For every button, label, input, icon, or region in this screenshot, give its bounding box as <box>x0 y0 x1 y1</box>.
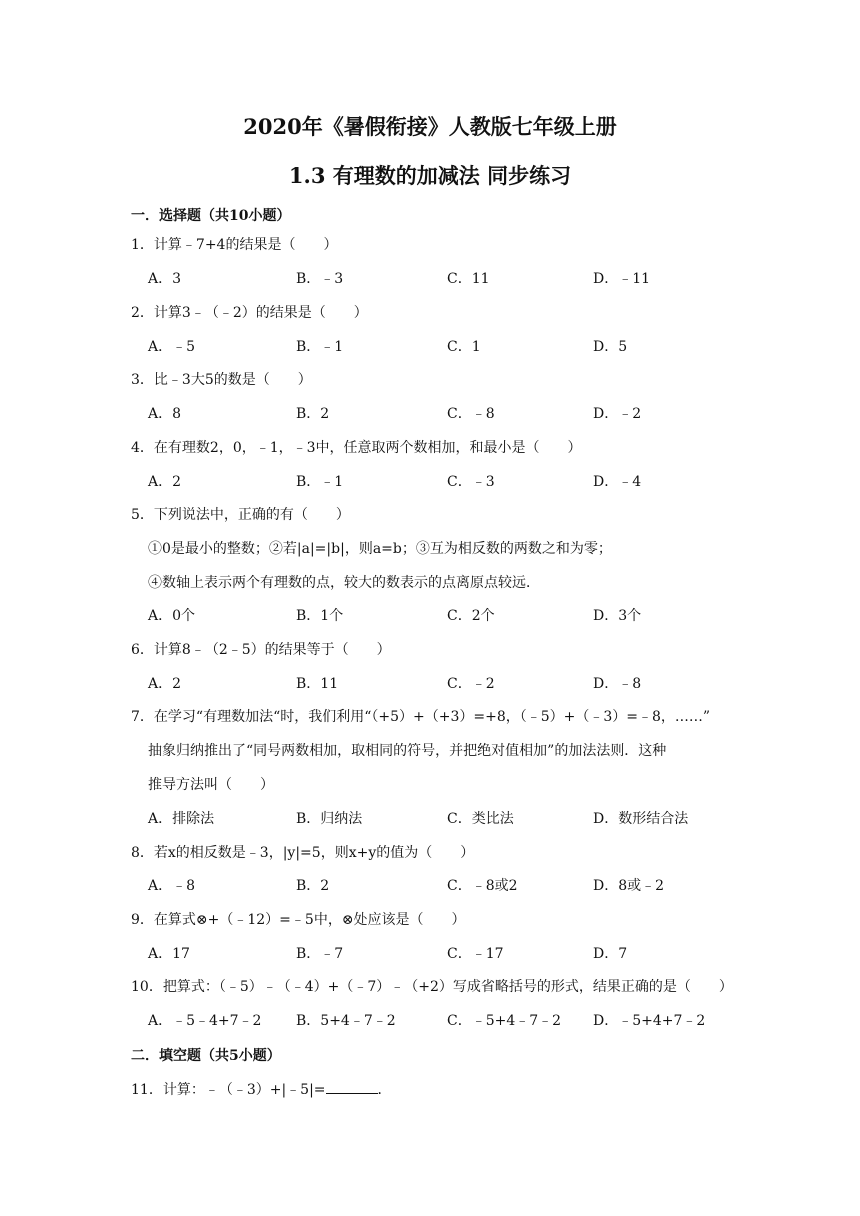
question-stem: 5．下列说法中，正确的有（ ） <box>131 507 350 523</box>
option-c: C．类比法 <box>447 811 514 827</box>
option-a: A．2 <box>148 676 182 692</box>
option-b: B．11 <box>296 676 339 692</box>
option-d: D．8或﹣2 <box>593 878 665 894</box>
option-c: C．﹣8或2 <box>447 878 518 894</box>
option-a: A．2 <box>148 474 182 490</box>
option-c: C．﹣3 <box>447 474 495 490</box>
option-c: C．11 <box>447 271 490 287</box>
option-a: A．﹣5﹣4+7﹣2 <box>148 1013 262 1029</box>
option-d: D．﹣4 <box>593 474 642 490</box>
option-d: D．3个 <box>593 608 642 624</box>
option-b: B．2 <box>296 878 330 894</box>
page-title: 2020年《暑假衔接》人教版七年级上册 <box>243 114 617 139</box>
fill-question-end: ． <box>377 1082 392 1098</box>
question-stem: 3．比﹣3大5的数是（ ） <box>131 372 312 388</box>
option-b: B．﹣1 <box>296 339 344 355</box>
option-c: C．﹣8 <box>447 406 495 422</box>
option-d: D．﹣8 <box>593 676 642 692</box>
option-d: D．7 <box>593 946 628 962</box>
option-d: D．﹣11 <box>593 271 651 287</box>
question-continuation: 抽象归纳推出了“同号两数相加，取相同的符号，并把绝对值相加”的加法法则．这种 <box>148 743 667 759</box>
option-b: B．归纳法 <box>296 811 363 827</box>
option-c: C．2个 <box>447 608 495 624</box>
option-d: D．﹣2 <box>593 406 642 422</box>
question-statement: ①0是最小的整数；②若|a|=|b|，则a=b；③互为相反数的两数之和为零； <box>148 541 612 557</box>
question-stem: 8．若x的相反数是﹣3，|y|=5，则x+y的值为（ ） <box>131 845 475 861</box>
option-c: C．1 <box>447 339 481 355</box>
option-b: B．﹣3 <box>296 271 344 287</box>
option-a: A．﹣5 <box>148 339 196 355</box>
option-b: B．﹣1 <box>296 474 344 490</box>
section-heading-choice: 一．选择题（共10小题） <box>131 208 291 224</box>
option-a: A．0个 <box>148 608 196 624</box>
option-d: D．﹣5+4+7﹣2 <box>593 1013 706 1029</box>
option-a: A．﹣8 <box>148 878 196 894</box>
option-a: A．排除法 <box>148 811 215 827</box>
answer-blank <box>326 1079 378 1094</box>
option-c: C．﹣17 <box>447 946 504 962</box>
question-continuation: 推导方法叫（ ） <box>148 777 274 793</box>
option-c: C．﹣5+4﹣7﹣2 <box>447 1013 562 1029</box>
question-stem: 6．计算8﹣（2﹣5）的结果等于（ ） <box>131 642 391 658</box>
option-b: B．﹣7 <box>296 946 344 962</box>
option-b: B．2 <box>296 406 330 422</box>
question-stem: 7．在学习“有理数加法“时，我们利用“（+5）+（+3）=+8，（﹣5）+（﹣3）=﹣8，……” <box>131 709 711 725</box>
question-stem: 10．把算式：（﹣5）﹣（﹣4）+（﹣7）﹣（+2）写成省略括号的形式，结果正确的是（ ） <box>131 979 733 995</box>
option-a: A．3 <box>148 271 182 287</box>
section-heading-fill: 二．填空题（共5小题） <box>131 1048 281 1064</box>
fill-question-stem: 11．计算：﹣（﹣3）+|﹣5|= <box>131 1082 326 1098</box>
question-stem: 1．计算﹣7+4的结果是（ ） <box>131 237 338 253</box>
question-stem: 4．在有理数2，0，﹣1，﹣3中，任意取两个数相加，和最小是（ ） <box>131 440 582 456</box>
option-c: C．﹣2 <box>447 676 495 692</box>
option-a: A．8 <box>148 406 182 422</box>
option-b: B．5+4﹣7﹣2 <box>296 1013 396 1029</box>
option-d: D．数形结合法 <box>593 811 689 827</box>
option-a: A．17 <box>148 946 190 962</box>
question-statement: ④数轴上表示两个有理数的点，较大的数表示的点离原点较远． <box>148 575 540 591</box>
page-subtitle: 1.3 有理数的加减法 同步练习 <box>288 163 572 188</box>
question-stem: 9．在算式⊗+（﹣12）=﹣5中，⊗处应该是（ ） <box>131 912 466 928</box>
question-stem: 2．计算3﹣（﹣2）的结果是（ ） <box>131 305 368 321</box>
option-d: D．5 <box>593 339 628 355</box>
fill-question <box>131 1079 392 1100</box>
option-b: B．1个 <box>296 608 344 624</box>
